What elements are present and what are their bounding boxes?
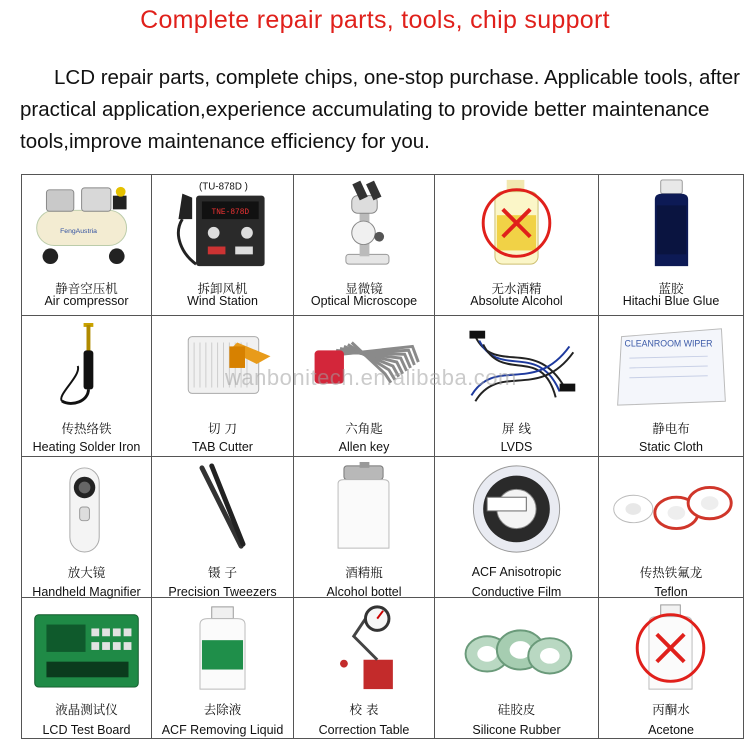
product-cell: [294, 175, 435, 316]
item-name-en: Precision Tweezers: [168, 585, 277, 599]
product-grid: [21, 174, 744, 739]
svg-text:(TU-878D ): (TU-878D ): [199, 181, 248, 193]
item-name-cn: 蓝胶: [658, 281, 684, 296]
item-name-en: Alcohol bottel: [326, 585, 402, 599]
item-name-en: Heating Solder Iron: [32, 440, 141, 454]
tweezers-icon: [153, 458, 292, 557]
item-name-en: Teflon: [654, 585, 688, 599]
item-name-cn: 静电布: [652, 421, 690, 436]
acf-film-icon: [436, 458, 597, 557]
product-cell: [152, 457, 294, 598]
intro-paragraph: LCD repair parts, complete chips, one-stop purchase. Applicable tools, after practical application,experience accumulating to provide better maintenance tools,improve maintenance efficiency for you.: [20, 66, 740, 153]
watermark: wanbonitech.en.alibaba.com: [225, 365, 517, 390]
item-name-cn: 校 表: [349, 702, 379, 717]
item-name-en: Optical Microscope: [310, 294, 418, 308]
headline: Complete repair parts, tools, chip support: [140, 6, 610, 34]
microscope-icon: [295, 176, 433, 272]
acetone-bottle-prohibited-icon: [600, 599, 742, 696]
item-name-cn: 硅胶皮: [497, 702, 536, 717]
item-name-cn: 无水酒精: [491, 281, 542, 296]
product-cell: [152, 175, 294, 316]
item-name-en: Silicone Rubber: [472, 723, 561, 737]
alcohol-bottle-prohibited-icon: [436, 176, 597, 272]
item-name-cn: 切 刀: [208, 421, 237, 436]
item-name-cn: 拆卸风机: [197, 281, 248, 296]
product-cell: [22, 175, 152, 316]
wind-station-icon: [153, 176, 292, 272]
item-name-en: Allen key: [338, 440, 390, 454]
item-name-cn: 放大镜: [67, 565, 106, 580]
product-cell: [435, 598, 599, 739]
item-name-en-line2: Conductive Film: [471, 585, 562, 599]
item-name-cn: 静音空压机: [55, 281, 118, 296]
item-name-en: ACF Removing Liquid: [161, 723, 284, 737]
item-name-cn: 丙酮水: [652, 702, 690, 717]
item-name-en: Hitachi Blue Glue: [622, 294, 720, 308]
product-cell: [435, 175, 599, 316]
item-name-en: Wind Station: [187, 294, 258, 308]
item-name-cn: 显微镜: [345, 281, 383, 296]
item-name-en: LVDS: [500, 440, 533, 454]
dispenser-bottle-icon: [295, 458, 433, 557]
product-cell: [599, 598, 744, 739]
item-name-en: Correction Table: [318, 723, 410, 737]
air-compressor-icon: [23, 176, 150, 272]
item-name-en: Absolute Alcohol: [470, 294, 563, 308]
item-name-en: Acetone: [648, 723, 694, 737]
glue-bottle-icon: [600, 176, 742, 272]
product-cell: [294, 598, 435, 739]
item-name-en: Handheld Magnifier: [32, 585, 141, 599]
item-name-en: ACF Anisotropic: [471, 565, 562, 579]
svg-text:TNE-878D: TNE-878D: [211, 208, 250, 218]
teflon-tape-icon: [600, 458, 742, 557]
product-cell: [599, 175, 744, 316]
dial-indicator-icon: [295, 599, 433, 696]
item-name-cn: 传热络铁: [61, 421, 112, 436]
svg-text:FengAustria: FengAustria: [60, 227, 97, 235]
item-name-en: Air compressor: [44, 294, 129, 308]
product-cell: [152, 598, 294, 739]
static-cloth-icon: [600, 317, 742, 414]
item-name-cn: 屏 线: [502, 421, 531, 436]
product-cell: [599, 316, 744, 457]
soldering-iron-icon: [23, 317, 150, 414]
item-name-cn: 酒精瓶: [345, 565, 383, 580]
svg-text:CLEANROOM WIPER: CLEANROOM WIPER: [624, 338, 713, 349]
product-cell: [22, 598, 152, 739]
product-cell: [22, 316, 152, 457]
intro-text: [20, 62, 740, 158]
item-name-en: TAB Cutter: [192, 440, 253, 454]
item-name-cn: 六角匙: [345, 421, 383, 436]
magnifier-icon: [23, 458, 150, 557]
remover-bottle-icon: [153, 599, 292, 696]
item-name-cn: 传热铁氟龙: [639, 565, 703, 580]
silicone-rubber-icon: [436, 599, 597, 696]
product-cell: [294, 457, 435, 598]
item-name-cn: 去除液: [203, 702, 242, 717]
item-name-en: Static Cloth: [639, 440, 703, 454]
product-cell: [435, 457, 599, 598]
item-name-en: LCD Test Board: [42, 723, 131, 737]
item-name-cn: 镊 子: [208, 565, 237, 580]
product-cell: [22, 457, 152, 598]
test-board-icon: [23, 599, 150, 696]
product-cell: [599, 457, 744, 598]
item-name-cn: 液晶测试仪: [55, 702, 118, 717]
